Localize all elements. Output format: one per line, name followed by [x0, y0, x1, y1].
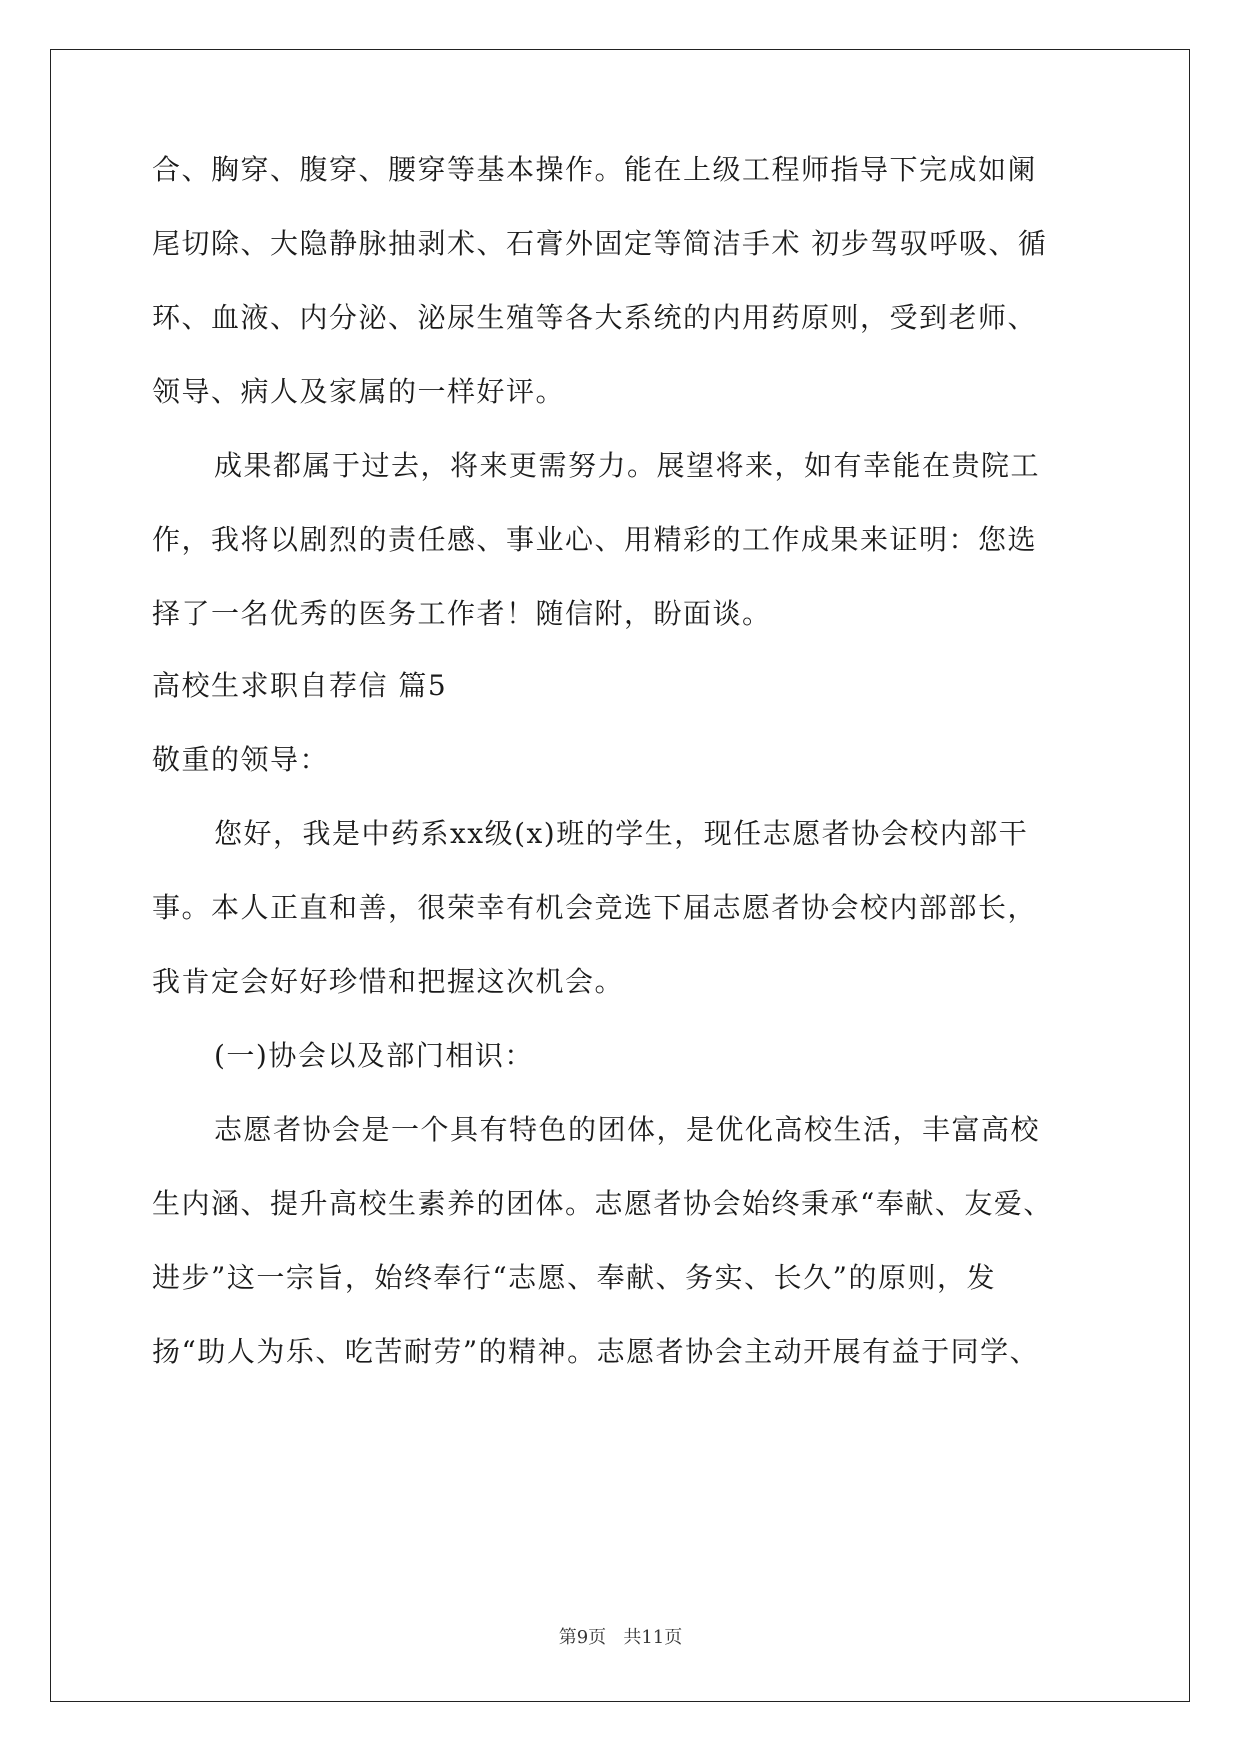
- text-line: 志愿者协会是一个具有特色的团体，是优化高校生活，丰富高校: [214, 1113, 1041, 1146]
- text-line: 您好，我是中药系xx级(x)班的学生，现任志愿者协会校内部干: [214, 817, 1029, 850]
- text-line: 扬“助人为乐、吃苦耐劳”的精神。志愿者协会主动开展有益于同学、: [152, 1335, 1040, 1368]
- salutation: 敬重的领导：: [152, 743, 330, 776]
- text-line: 环、血液、内分泌、泌尿生殖等各大系统的内用药原则，受到老师、: [152, 301, 1038, 334]
- section-heading: 高校生求职自荐信 篇5: [152, 669, 448, 702]
- text-line: 我肯定会好好珍惜和把握这次机会。: [152, 965, 625, 998]
- text-line: 领导、病人及家属的一样好评。: [152, 375, 566, 408]
- text-line: 进步”这一宗旨，始终奉行“志愿、奉献、务实、长久”的原则，发: [152, 1261, 996, 1294]
- text-line: 成果都属于过去，将来更需努力。展望将来，如有幸能在贵院工: [214, 449, 1041, 482]
- text-line: 尾切除、大隐静脉抽剥术、石膏外固定等简洁手术 初步驾驭呼吸、循: [152, 227, 1048, 260]
- page-number-footer: 第9页 共11页: [558, 1627, 683, 1648]
- text-line: 事。本人正直和善，很荣幸有机会竞选下届志愿者协会校内部部长，: [152, 891, 1038, 924]
- text-line: 择了一名优秀的医务工作者！随信附，盼面谈。: [152, 597, 772, 630]
- page-border: [50, 49, 1190, 1702]
- text-line: 作，我将以剧烈的责任感、事业心、用精彩的工作成果来证明：您选: [152, 523, 1038, 556]
- text-line: 合、胸穿、腹穿、腰穿等基本操作。能在上级工程师指导下完成如阑: [152, 153, 1038, 186]
- subheading: (一)协会以及部门相识：: [214, 1039, 534, 1072]
- text-line: 生内涵、提升高校生素养的团体。志愿者协会始终秉承“奉献、友爱、: [152, 1187, 1053, 1220]
